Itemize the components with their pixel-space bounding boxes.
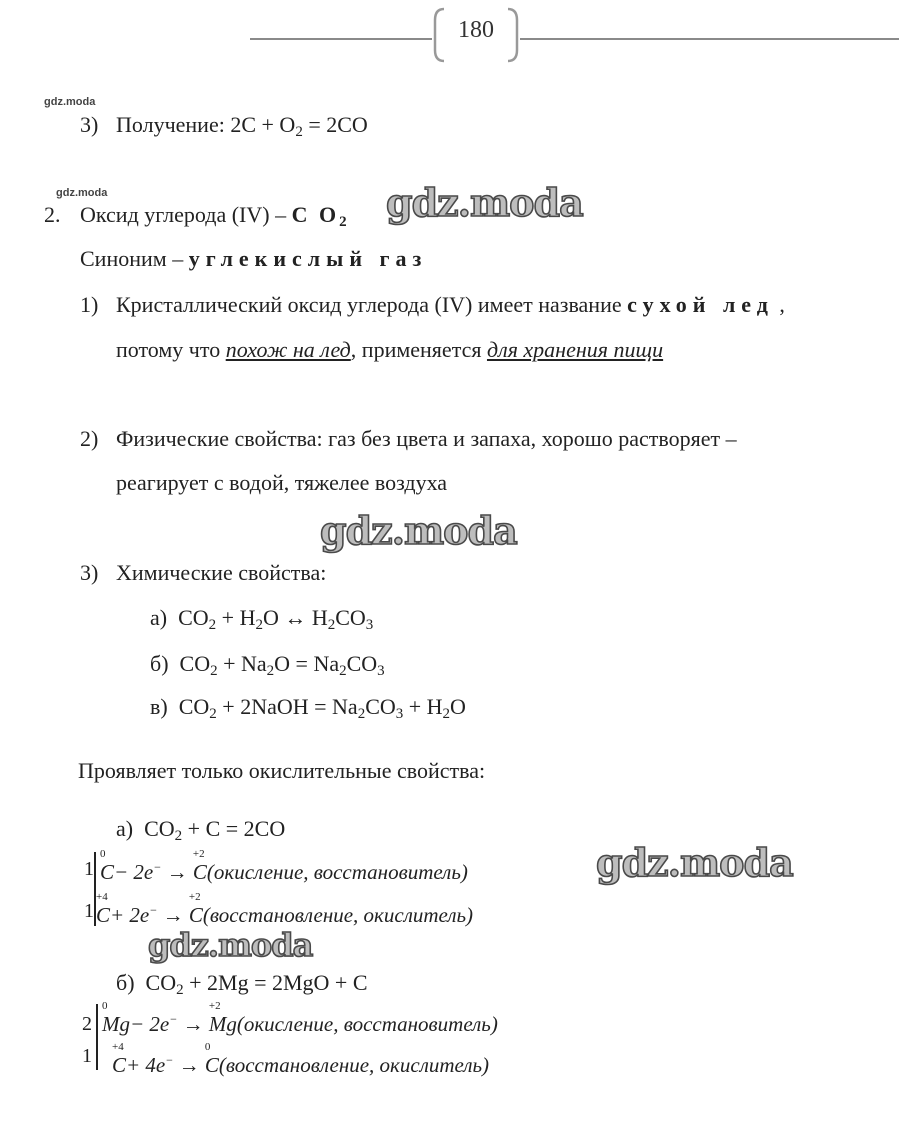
redox-b-coef-1: 2 bbox=[82, 1013, 92, 1035]
redox-a-line-1: 0 C− 2e− → +2 C(окисление, восстановитель) bbox=[100, 848, 468, 884]
watermark-small-1: gdz.moda bbox=[44, 96, 96, 108]
answer-looks-like-ice: похож на лед bbox=[225, 337, 351, 362]
header-rule-right bbox=[520, 38, 899, 40]
item3-label: Химические свойства: bbox=[116, 560, 327, 585]
reaction-b: б) $CO_2 + Na_2O = Na_2CO_3$ bbox=[150, 651, 385, 679]
redox-b-equation: б) $CO_2 + 2Mg = 2MgO + C$ bbox=[116, 970, 368, 998]
redox-a-coef-1: 1 bbox=[84, 858, 94, 880]
oxidizing-note: Проявляет только окислительные свойства: bbox=[78, 758, 486, 783]
watermark-big-4: gdz.moda bbox=[148, 926, 313, 964]
redox-b-line-1: 0 Mg− 2e− → +2 Mg(окисление, восстановитель) bbox=[102, 1000, 498, 1036]
redox-b-line-2: +4 C+ 4e− → 0 C(восстановление, окислитель) bbox=[112, 1041, 490, 1077]
item3-number: 3) bbox=[80, 560, 99, 585]
redox-b-divider bbox=[96, 1004, 98, 1070]
redox-b-coef-2: 1 bbox=[82, 1045, 92, 1067]
prev-item3-text: Получение: $2C + O_2 = 2CO$ bbox=[116, 112, 368, 140]
item2-number: 2) bbox=[80, 426, 99, 451]
item2-line2: реагирует с водой, тяжелее воздуха bbox=[116, 470, 448, 495]
watermark-small-2: gdz.moda bbox=[56, 187, 108, 199]
synonym-line: Синоним – углекислый газ bbox=[80, 246, 428, 271]
section2-title: Оксид углерода (IV) – C $O_2$ bbox=[80, 202, 347, 230]
reaction-c: в) $CO_2$ + 2NaOH = $Na_2CO_3 + H_2O$ bbox=[150, 694, 466, 722]
section2-number: 2. bbox=[44, 202, 61, 227]
redox-a-coef-2: 1 bbox=[84, 900, 94, 922]
watermark-big-1: gdz.moda bbox=[386, 180, 583, 225]
page-number: 180 bbox=[458, 17, 494, 43]
watermark-big-3: gdz.moda bbox=[596, 840, 793, 885]
item2-line1: Физические свойства: газ без цвета и запаха, хорошо растворяет – bbox=[116, 426, 737, 451]
answer-food-storage: для хранения пищи bbox=[486, 337, 664, 362]
reaction-a: а) $CO_2 + H_2O$ ↔ $H_2CO_3$ bbox=[150, 605, 374, 633]
redox-a-equation: а) $CO_2 + C = 2CO$ bbox=[116, 816, 286, 844]
item1-line2: потому что похож на лед, применяется для хранения пищи bbox=[116, 337, 664, 362]
item1-line1: Кристаллический оксид углерода (IV) имеет название сухой лед , bbox=[116, 292, 785, 317]
header-rule-left bbox=[250, 38, 432, 40]
prev-item3-number: 3) bbox=[80, 112, 99, 137]
item1-number: 1) bbox=[80, 292, 99, 317]
watermark-big-2: gdz.moda bbox=[320, 508, 517, 553]
redox-a-line-2: +4 C+ 2e− → +2 C(восстановление, окислитель) bbox=[96, 891, 474, 927]
